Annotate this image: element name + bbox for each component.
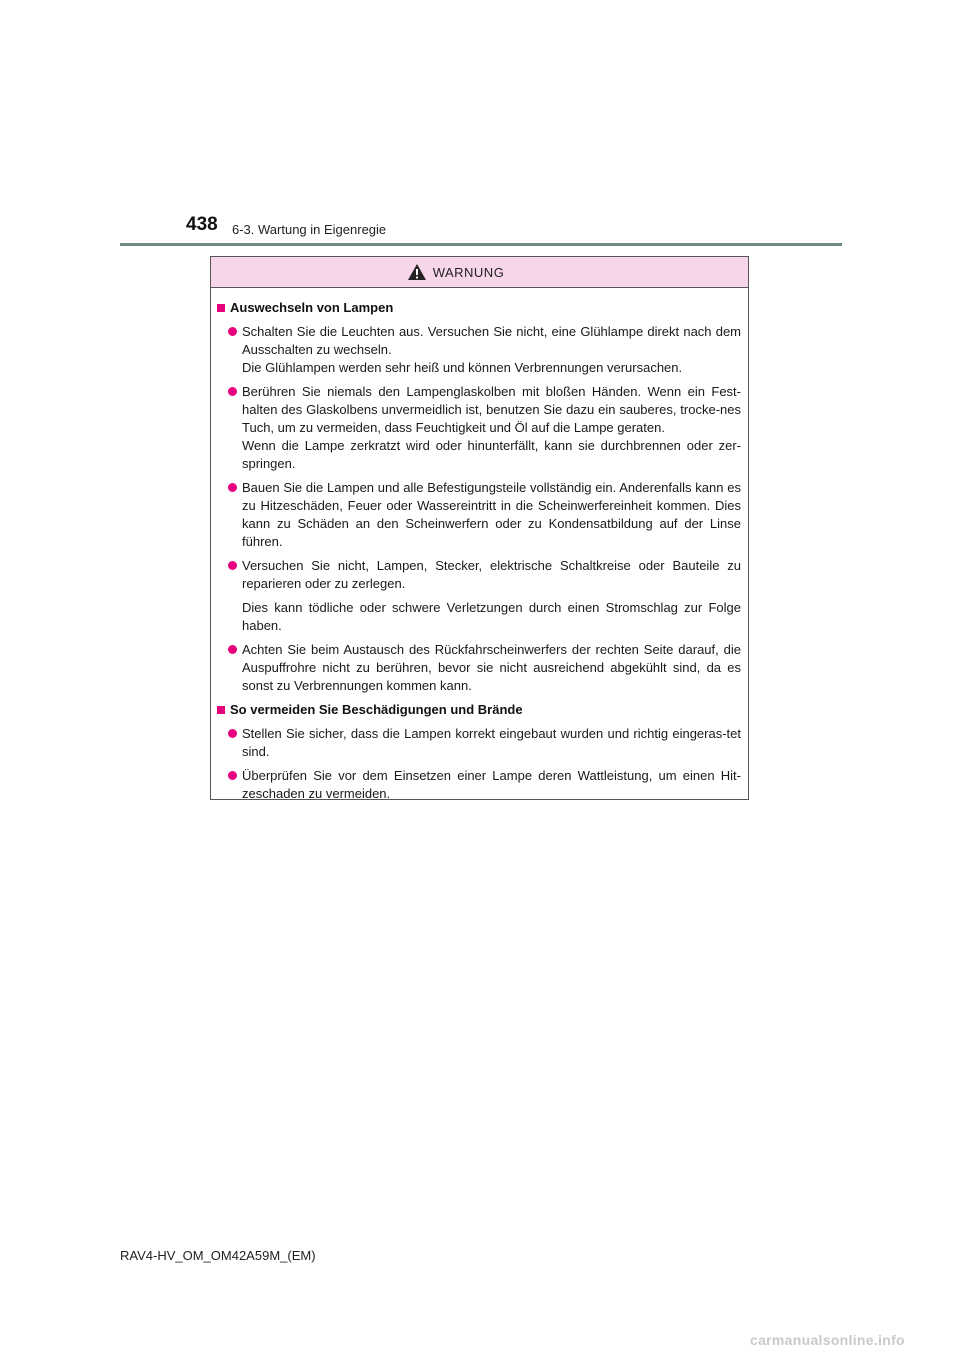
- item-paragraph: Berühren Sie niemals den Lampenglaskolben mit bloßen Händen. Wenn ein Fest-halten des Glaskolbens unvermeidlich ist, benutzen Sie dazu ein sauberes, trocke-nes Tuch, um zu vermeiden, dass Feuchtigkeit und Öl auf die Lampe geraten.: [242, 384, 741, 435]
- bullet-dot-icon: [228, 561, 237, 570]
- section-heading-text: So vermeiden Sie Beschädigungen und Brände: [230, 702, 523, 717]
- list-item: [217, 641, 741, 695]
- list-item: [217, 323, 741, 377]
- bullet-dot-icon: [228, 771, 237, 780]
- section-heading: [217, 701, 741, 719]
- warning-triangle-icon: [407, 263, 427, 281]
- item-paragraph: Stellen Sie sicher, dass die Lampen korrekt eingebaut wurden und richtig eingeras-tet sind.: [242, 726, 741, 759]
- item-paragraph: Wenn die Lampe zerkratzt wird oder hinunterfällt, kann sie durchbrennen oder zer-springen.: [242, 438, 741, 471]
- bullet-dot-icon: [228, 729, 237, 738]
- header-rule: [120, 243, 842, 246]
- square-bullet-icon: [217, 304, 225, 312]
- section-title: 6-3. Wartung in Eigenregie: [232, 222, 387, 237]
- warning-body: [211, 288, 748, 803]
- watermark[interactable]: carmanualsonline.info: [750, 1332, 905, 1348]
- bullet-dot-icon: [228, 327, 237, 336]
- warning-header: [211, 257, 748, 288]
- item-paragraph: Versuchen Sie nicht, Lampen, Stecker, elektrische Schaltkreise oder Bauteile zu reparieren oder zu zerlegen.: [242, 558, 741, 591]
- list-item: [217, 557, 741, 635]
- list-item: [217, 725, 741, 761]
- list-item: [217, 767, 741, 803]
- bullet-dot-icon: [228, 645, 237, 654]
- warning-title: WARNUNG: [432, 264, 505, 280]
- warning-box: [210, 256, 749, 800]
- item-paragraph: Überprüfen Sie vor dem Einsetzen einer Lampe deren Wattleistung, um einen Hit-zeschaden zu vermeiden.: [242, 768, 741, 801]
- section-heading: [217, 299, 741, 317]
- item-paragraph: Bauen Sie die Lampen und alle Befestigungsteile vollständig ein. Anderenfalls kann es zu Hitzeschäden, Feuer oder Wassereintritt in die Scheinwerfereinheit kommen. Dies kann zu Schäden an den Scheinwerfern oder zu Kondensatbildung auf der Linse führen.: [242, 480, 741, 549]
- item-paragraph: Schalten Sie die Leuchten aus. Versuchen Sie nicht, eine Glühlampe direkt nach dem Ausschalten zu wechseln.: [242, 324, 741, 357]
- item-paragraph: Dies kann tödliche oder schwere Verletzungen durch einen Stromschlag zur Folge haben.: [242, 600, 741, 633]
- section-heading-text: Auswechseln von Lampen: [230, 300, 394, 315]
- square-bullet-icon: [217, 706, 225, 714]
- bullet-dot-icon: [228, 387, 237, 396]
- item-paragraph: Die Glühlampen werden sehr heiß und können Verbrennungen verursachen.: [242, 360, 683, 375]
- list-item: [217, 479, 741, 551]
- page-number: 438: [186, 214, 218, 235]
- list-item: [217, 383, 741, 473]
- bullet-dot-icon: [228, 483, 237, 492]
- item-paragraph: Achten Sie beim Austausch des Rückfahrscheinwerfers der rechten Seite darauf, die Auspuffrohre nicht zu berühren, bevor sie nicht ausreichend abgekühlt sind, da es sonst zu Verbrennungen kommen kann.: [242, 642, 741, 693]
- document-code: RAV4-HV_OM_OM42A59M_(EM): [120, 1248, 316, 1263]
